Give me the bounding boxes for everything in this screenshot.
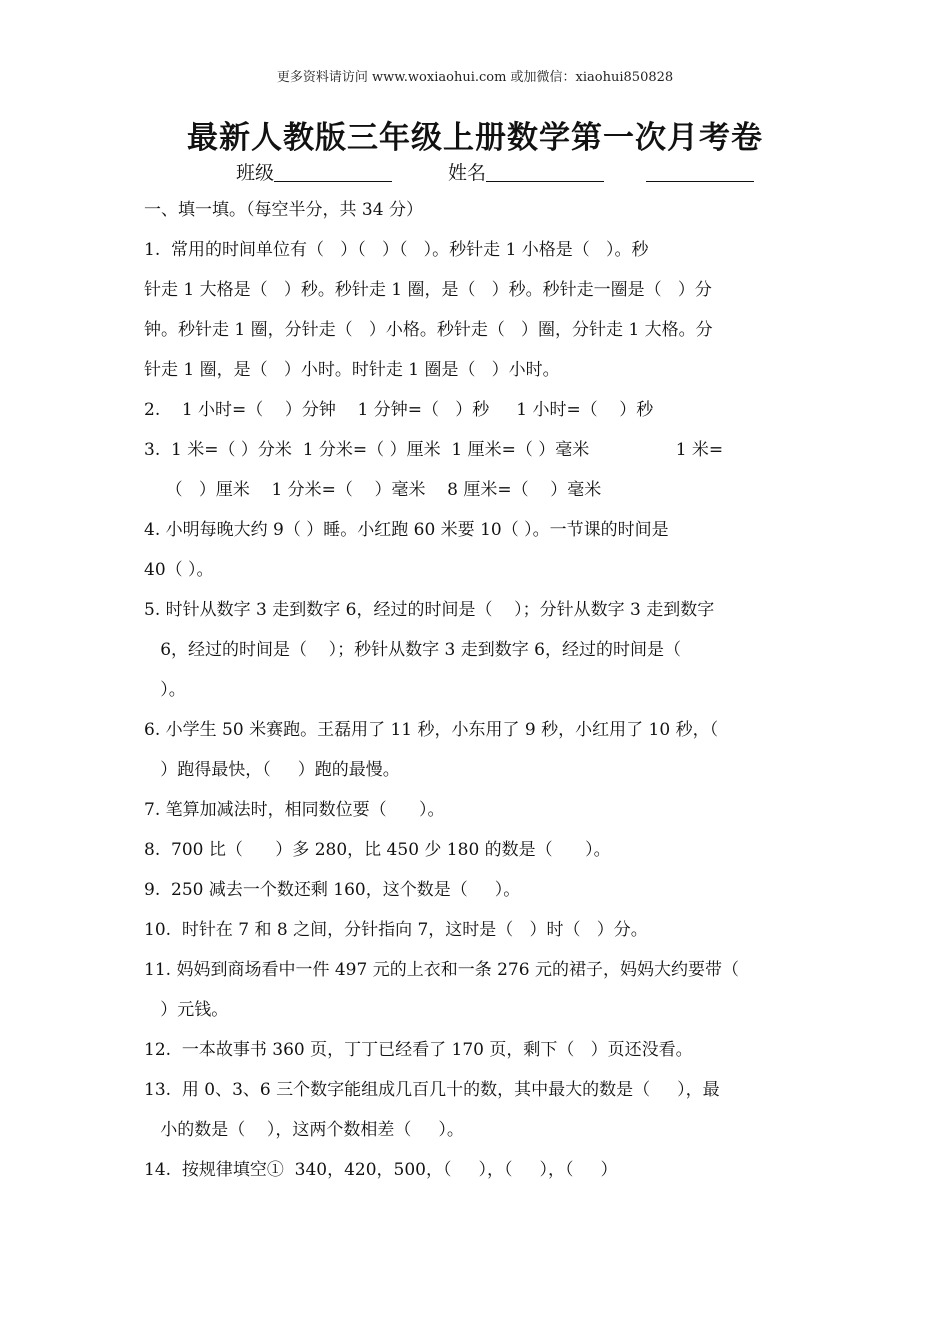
question-line: 7. 笔算加减法时，相同数位要（ ）。 xyxy=(144,800,445,820)
extra-blank xyxy=(646,161,754,182)
question-line: ）元钱。 xyxy=(144,1000,229,1020)
question-line: 14. 按规律填空① 340，420，500，（ ），（ ），（ ） xyxy=(144,1160,618,1180)
question-line: 针走 1 大格是（ ）秒。秒针走 1 圈，是（ ）秒。秒针走一圈是（ ）分 xyxy=(144,280,712,300)
question-line: 6，经过的时间是（ ）；秒针从数字 3 走到数字 6，经过的时间是（ xyxy=(144,640,681,660)
student-info-row xyxy=(236,158,754,185)
class-label: 班级 xyxy=(236,162,275,184)
question-line: 2. 1 小时=（ ）分钟 1 分钟=（ ）秒 1 小时=（ ）秒 xyxy=(144,400,654,420)
question-line: 5. 时针从数字 3 走到数字 6，经过的时间是（ ）；分针从数字 3 走到数字 xyxy=(144,600,715,620)
header-note: 更多资料请访问 www.woxiaohui.com 或加微信：xiaohui850828 xyxy=(276,70,674,85)
question-line: ）。 xyxy=(144,680,186,700)
question-line: 12. 一本故事书 360 页，丁丁已经看了 170 页，剩下（ ）页还没看。 xyxy=(144,1040,693,1060)
question-line: 11. 妈妈到商场看中一件 497 元的上衣和一条 276 元的裙子，妈妈大约要带（ xyxy=(144,960,739,980)
class-blank xyxy=(274,161,392,182)
name-label: 姓名 xyxy=(448,162,487,184)
question-line: 钟。秒针走 1 圈，分针走（ ）小格。秒针走（ ）圈，分针走 1 大格。分 xyxy=(144,320,713,340)
question-line: 3. 1 米=（ ）分米 1 分米=（ ）厘米 1 厘米=（ ）毫米 1 米= xyxy=(144,440,724,460)
page-title: 最新人教版三年级上册数学第一次月考卷 xyxy=(187,120,763,156)
question-line: （ ）厘米 1 分米=（ ）毫米 8 厘米=（ ）毫米 xyxy=(144,480,602,500)
question-line: 小的数是（ ），这两个数相差（ ）。 xyxy=(144,1120,464,1140)
question-line: 9. 250 减去一个数还剩 160，这个数是（ ）。 xyxy=(144,880,521,900)
section-heading: 一、填一填。（每空半分，共 34 分） xyxy=(144,200,423,220)
question-line: 针走 1 圈，是（ ）小时。时针走 1 圈是（ ）小时。 xyxy=(144,360,560,380)
question-line: ）跑得最快，（ ）跑的最慢。 xyxy=(144,760,400,780)
question-line: 13. 用 0、3、6 三个数字能组成几百几十的数，其中最大的数是（ ），最 xyxy=(144,1080,720,1100)
name-blank xyxy=(486,161,604,182)
question-line: 6. 小学生 50 米赛跑。王磊用了 11 秒，小东用了 9 秒，小红用了 10 秒，（ xyxy=(144,720,719,740)
question-line: 8. 700 比（ ）多 280，比 450 少 180 的数是（ ）。 xyxy=(144,840,611,860)
question-line: 1. 常用的时间单位有（ ）（ ）（ ）。秒针走 1 小格是（ ）。秒 xyxy=(144,240,649,260)
question-line: 40（ ）。 xyxy=(144,560,214,580)
question-line: 10. 时针在 7 和 8 之间，分针指向 7，这时是（ ）时（ ）分。 xyxy=(144,920,648,940)
question-line: 4. 小明每晚大约 9（ ）睡。小红跑 60 米要 10（ ）。一节课的时间是 xyxy=(144,520,669,540)
